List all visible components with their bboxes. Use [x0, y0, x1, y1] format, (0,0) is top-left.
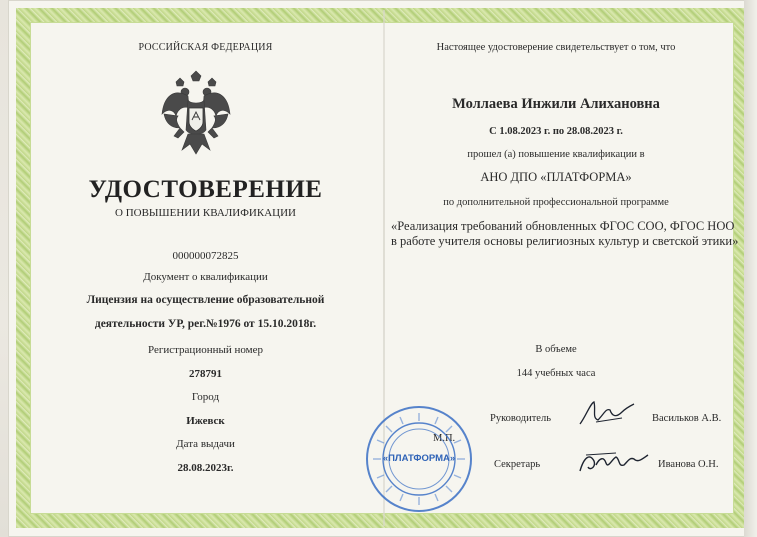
head-signature — [576, 396, 636, 430]
seal-center-text: «ПЛАТФОРМА» — [382, 453, 456, 464]
country-name: РОССИЙСКАЯ ФЕДЕРАЦИЯ — [138, 42, 273, 53]
russian-coat-of-arms-icon — [158, 70, 234, 158]
holder-name: Моллаева Инжили Алихановна — [452, 96, 660, 112]
certificate-sheet — [8, 0, 752, 537]
volume-value: 144 учебных часа — [516, 368, 596, 379]
program-title-line-1: «Реализация требований обновленных ФГОС СОО, ФГОС НОО — [391, 219, 735, 233]
document-title: УДОСТОВЕРЕНИЕ — [88, 176, 323, 203]
issue-date-value: 28.08.2023г. — [177, 462, 234, 474]
certificate-number: 000000072825 — [172, 250, 239, 262]
secretary-signature — [576, 447, 652, 477]
intro-text: Настоящее удостоверение свидетельствует о том, что — [436, 42, 676, 53]
document-subtitle: О ПОВЫШЕНИИ КВАЛИФИКАЦИИ — [115, 207, 296, 219]
issue-date-label: Дата выдачи — [176, 438, 235, 450]
next-page-edge — [744, 0, 757, 537]
training-period: С 1.08.2023 г. по 28.08.2023 г. — [489, 126, 623, 137]
stamp-place-label: М.П. — [433, 433, 456, 444]
program-label: по дополнительной профессиональной программе — [443, 197, 669, 208]
license-line-2: деятельности УР, рег.№1976 от 15.10.2018г. — [94, 318, 317, 330]
license-line-1: Лицензия на осуществление образовательной — [86, 294, 325, 306]
city-value: Ижевск — [186, 415, 225, 427]
organization-seal — [364, 404, 474, 514]
secretary-name: Иванова О.Н. — [658, 459, 719, 470]
program-title-line-2: в работе учителя основы религиозных культур и светской этики» — [391, 234, 739, 248]
organization-name: АНО ДПО «ПЛАТФОРМА» — [480, 170, 632, 184]
registration-value: 278791 — [189, 368, 222, 380]
head-label: Руководитель — [490, 413, 551, 424]
head-name: Васильков А.В. — [652, 413, 722, 424]
registration-label: Регистрационный номер — [147, 344, 264, 356]
secretary-label: Секретарь — [494, 459, 541, 470]
document-label: Документ о квалификации — [143, 271, 268, 283]
passed-text: прошел (а) повышение квалификации в — [467, 149, 645, 160]
volume-label: В объеме — [535, 344, 577, 355]
city-label: Город — [191, 391, 220, 403]
